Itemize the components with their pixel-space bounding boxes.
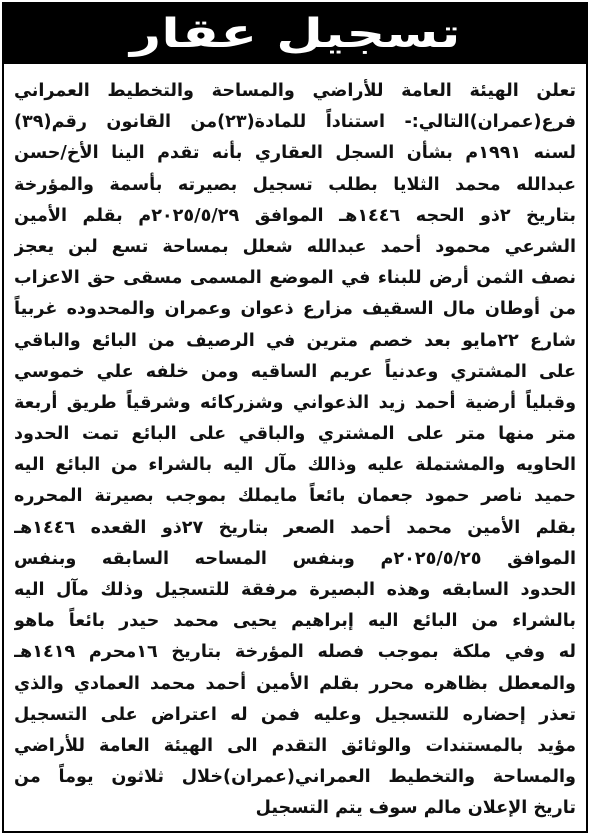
notice-line: فرع(عمران)التالي:- استناداً للمادة(٢٣)من القانون رقم(٣٩) bbox=[14, 112, 576, 133]
notice-line: الشرعي محمود أحمد عبدالله شعلل بمساحة تسع لبن يعجز bbox=[14, 236, 576, 257]
title-banner bbox=[4, 4, 586, 64]
notice-line: الموافق ٢٠٢٥/٥/٢٥م وبنفس المساحه السابقه وبنفس bbox=[14, 548, 576, 569]
notice-line: وقبلياً أرضية أحمد زيد الذعواني وشزركائه وشرقياً طريق أربعة bbox=[14, 392, 576, 413]
notice-line: من أوطان مال السقيف مزارع ذعوان وعمران والمحدوده غربياً bbox=[14, 299, 576, 320]
notice-line: والمساحة والتخطيط العمراني(عمران)خلال ثلاثون يوماً من bbox=[14, 767, 576, 788]
notice-line: على المشتري وعدنياً عريم الساقيه ومن خلفه علي خموسي bbox=[14, 361, 576, 382]
notice-line: مؤيد بالمستندات والوثائق التقدم الى الهيئة العامة للأراضي bbox=[14, 735, 576, 756]
legal-notice bbox=[2, 2, 588, 833]
notice-line: تعذر إحضاره للتسجيل وعليه فمن له اعتراض على التسجيل bbox=[14, 704, 576, 725]
notice-line: له وفي ملكة بموجب فصله المؤرخة بتاريخ ١٦محرم ١٤١٩هـ bbox=[14, 642, 576, 663]
notice-line: بالشراء من البائع اليه إبراهيم يحيى محمد حيدر بائعاً ماهو bbox=[14, 611, 576, 632]
notice-line: شارع ٢٢مايو بعد خصم مترين في الرصيف من البائع والباقي bbox=[14, 330, 576, 351]
notice-line: والمعطل بظاهره محرر بقلم الأمين أحمد محمد العمادي والذي bbox=[14, 673, 576, 694]
notice-line: لسنه ١٩٩١م بشأن السجل العقاري بأنه تقدم الينا الأخ/حسن bbox=[14, 143, 576, 164]
notice-line: بتاريخ ٢ذو الحجه ١٤٤٦هـ الموافق ٢٠٢٥/٥/٢٩م بقلم الأمين bbox=[14, 205, 576, 226]
notice-line: متر منها متر على المشتري والباقي على البائع تمت الحدود bbox=[14, 424, 576, 445]
notice-line: نصف الثمن أرض للبناء في الموضع المسمى مسقى حق الاعزاب bbox=[14, 268, 576, 289]
notice-line: الحدود السابقه وهذه البصيرة مرفقة للتسجيل وذلك مآل اليه bbox=[14, 580, 576, 600]
notice-body bbox=[14, 76, 576, 825]
notice-title: تسجيل عقار bbox=[129, 11, 461, 57]
notice-line: حميد ناصر حمود جعمان بائعاً مايملك بموجب بصيرتة المحرره bbox=[14, 486, 576, 507]
notice-line: عبدالله محمد الثلايا بطلب تسجيل بصيرته بأسمة والمؤرخة bbox=[14, 174, 576, 195]
notice-line: تعلن الهيئة العامة للأراضي والمساحة والتخطيط العمراني bbox=[14, 81, 576, 101]
notice-line: بقلم الأمين محمد أحمد الصعر بتاريخ ٢٧ذو القعده ١٤٤٦هـ bbox=[14, 517, 576, 538]
notice-line: الحاويه والمشتملة عليه وذالك مآل اليه بالشراء من البائع اليه bbox=[14, 455, 576, 476]
notice-line: تاريخ الإعلان مالم سوف يتم التسجيل bbox=[255, 798, 576, 819]
